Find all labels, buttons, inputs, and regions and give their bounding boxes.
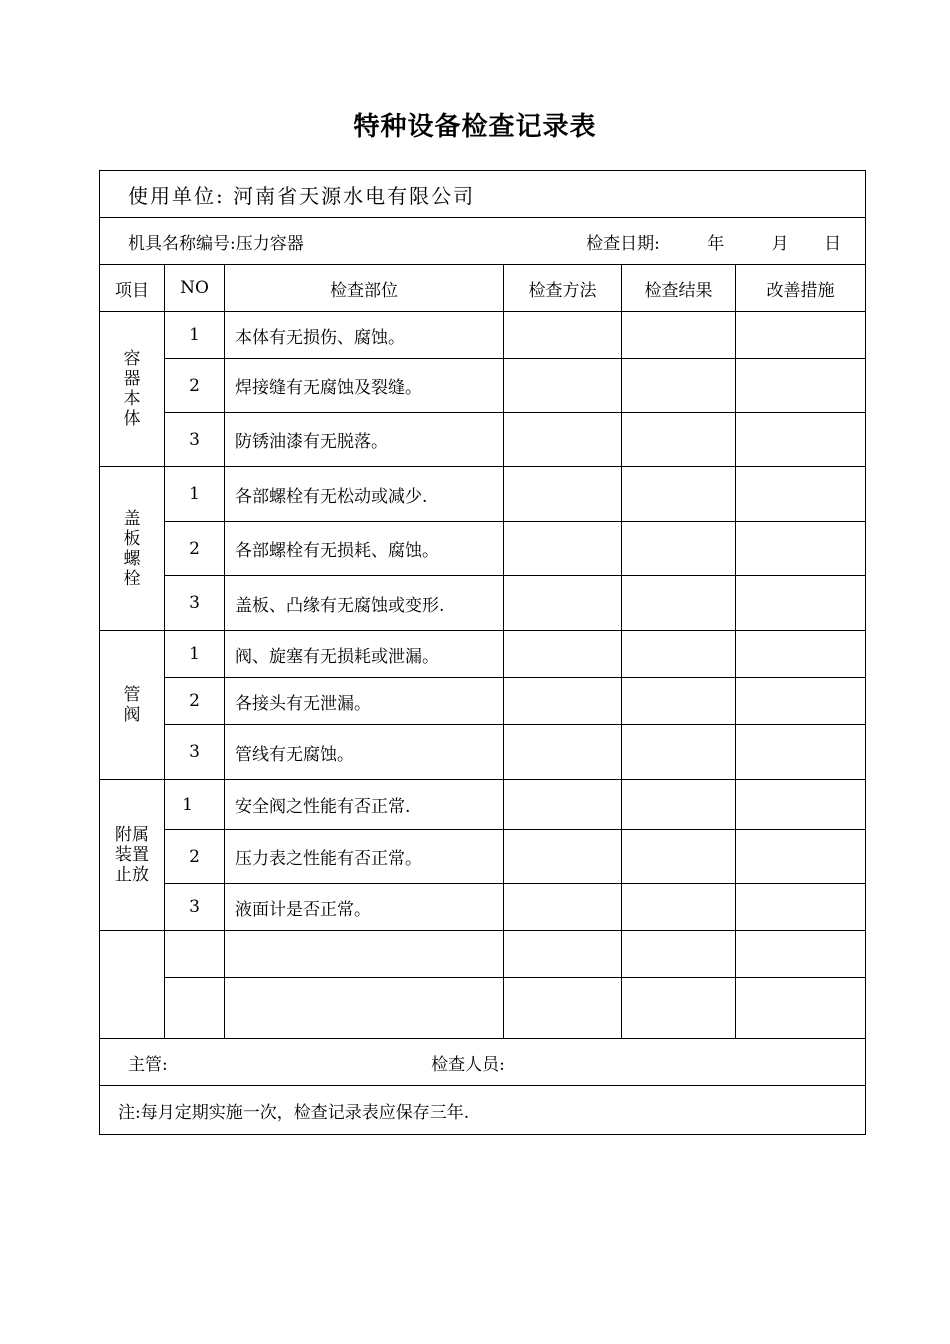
table-row	[100, 312, 866, 359]
improvement-cell[interactable]	[736, 359, 866, 413]
table-header-row	[100, 265, 866, 312]
check-result-cell[interactable]	[622, 678, 736, 725]
check-part-empty[interactable]	[225, 978, 504, 1039]
form-title: 特种设备检查记录表	[353, 112, 597, 142]
row-no-empty[interactable]	[165, 978, 225, 1039]
check-result-cell[interactable]	[622, 631, 736, 678]
improvement-cell[interactable]	[736, 522, 866, 576]
check-method-cell[interactable]	[504, 678, 622, 725]
check-result-cell[interactable]	[622, 312, 736, 359]
header-item: 项目	[100, 265, 165, 312]
improvement-cell[interactable]	[736, 931, 866, 978]
date-year: 年	[707, 233, 725, 254]
header-check-result: 检查结果	[622, 265, 736, 312]
check-result-cell[interactable]	[622, 576, 736, 631]
machine-date-row	[100, 218, 866, 265]
check-method-cell[interactable]	[504, 780, 622, 830]
supervisor-label[interactable]: 主管:	[128, 1054, 168, 1075]
row-no-empty[interactable]	[165, 931, 225, 978]
row-no: 3	[165, 576, 225, 631]
note-text: 注:每月定期实施一次，检查记录表应保存三年.	[100, 1086, 866, 1135]
check-method-cell[interactable]	[504, 359, 622, 413]
date-label: 检查日期:	[586, 233, 660, 254]
check-part-text: 各部螺栓有无损耗、腐蚀。	[225, 522, 504, 576]
table-row	[100, 467, 866, 522]
check-part-text: 各部螺栓有无松动或减少.	[225, 467, 504, 522]
table-row	[100, 678, 866, 725]
improvement-cell[interactable]	[736, 725, 866, 780]
table-row	[100, 631, 866, 678]
check-result-cell[interactable]	[622, 830, 736, 884]
check-part-text: 各接头有无泄漏。	[225, 678, 504, 725]
inspection-form-table	[99, 170, 866, 1135]
row-no: 1	[165, 780, 225, 830]
improvement-cell[interactable]	[736, 576, 866, 631]
check-result-cell[interactable]	[622, 978, 736, 1039]
check-part-text: 阀、旋塞有无损耗或泄漏。	[225, 631, 504, 678]
check-part-text: 焊接缝有无腐蚀及裂缝。	[225, 359, 504, 413]
check-result-cell[interactable]	[622, 725, 736, 780]
improvement-cell[interactable]	[736, 312, 866, 359]
row-no: 2	[165, 522, 225, 576]
check-result-cell[interactable]	[622, 884, 736, 931]
unit-value[interactable]: 河南省天源水电有限公司	[233, 183, 476, 208]
check-method-cell[interactable]	[504, 978, 622, 1039]
table-row	[100, 576, 866, 631]
table-row	[100, 884, 866, 931]
table-row-empty	[100, 978, 866, 1039]
check-part-text: 防锈油漆有无脱落。	[225, 413, 504, 467]
check-method-cell[interactable]	[504, 830, 622, 884]
improvement-cell[interactable]	[736, 413, 866, 467]
group-label-cover-bolts: 盖板螺栓	[100, 467, 165, 631]
improvement-cell[interactable]	[736, 978, 866, 1039]
row-no: 2	[165, 678, 225, 725]
improvement-cell[interactable]	[736, 467, 866, 522]
improvement-cell[interactable]	[736, 780, 866, 830]
check-method-cell[interactable]	[504, 725, 622, 780]
date-day: 日	[824, 233, 842, 254]
check-result-cell[interactable]	[622, 413, 736, 467]
check-method-cell[interactable]	[504, 413, 622, 467]
group-label-empty[interactable]	[100, 931, 165, 1039]
row-no: 1	[165, 631, 225, 678]
check-result-cell[interactable]	[622, 467, 736, 522]
unit-row	[100, 171, 866, 218]
check-part-text: 盖板、凸缘有无腐蚀或变形.	[225, 576, 504, 631]
row-no: 1	[165, 312, 225, 359]
check-result-cell[interactable]	[622, 522, 736, 576]
table-row	[100, 522, 866, 576]
row-no: 2	[165, 359, 225, 413]
check-part-text: 安全阀之性能有否正常.	[225, 780, 504, 830]
check-part-text: 液面计是否正常。	[225, 884, 504, 931]
machine-label: 机具名称编号:	[128, 233, 236, 254]
check-method-cell[interactable]	[504, 631, 622, 678]
machine-value[interactable]: 压力容器	[235, 233, 304, 254]
row-no: 3	[165, 884, 225, 931]
header-improvement: 改善措施	[736, 265, 866, 312]
inspection-date[interactable]	[586, 229, 841, 254]
check-part-text: 压力表之性能有否正常。	[225, 830, 504, 884]
row-no: 2	[165, 830, 225, 884]
signature-row	[100, 1039, 866, 1086]
date-month: 月	[771, 233, 789, 254]
group-label-accessories: 附属装置止放	[100, 780, 165, 931]
improvement-cell[interactable]	[736, 884, 866, 931]
table-row	[100, 780, 866, 830]
group-label-pipe-valves: 管阀	[100, 631, 165, 780]
check-result-cell[interactable]	[622, 931, 736, 978]
table-row	[100, 413, 866, 467]
check-method-cell[interactable]	[504, 522, 622, 576]
check-method-cell[interactable]	[504, 576, 622, 631]
row-no: 3	[165, 725, 225, 780]
row-no: 3	[165, 413, 225, 467]
table-row	[100, 830, 866, 884]
header-no: NO	[165, 265, 225, 312]
improvement-cell[interactable]	[736, 678, 866, 725]
check-part-empty[interactable]	[225, 931, 504, 978]
check-part-text: 管线有无腐蚀。	[225, 725, 504, 780]
table-row-empty	[100, 931, 866, 978]
check-method-cell[interactable]	[504, 931, 622, 978]
improvement-cell[interactable]	[736, 830, 866, 884]
unit-label: 使用单位:	[128, 183, 225, 208]
check-result-cell[interactable]	[622, 780, 736, 830]
check-method-cell[interactable]	[504, 467, 622, 522]
group-label-vessel-body: 容器本体	[100, 312, 165, 467]
improvement-cell[interactable]	[736, 631, 866, 678]
header-check-part: 检查部位	[225, 265, 504, 312]
check-part-text: 本体有无损伤、腐蚀。	[225, 312, 504, 359]
check-method-cell[interactable]	[504, 312, 622, 359]
check-method-cell[interactable]	[504, 884, 622, 931]
table-row	[100, 725, 866, 780]
row-no: 1	[165, 467, 225, 522]
header-check-method: 检查方法	[504, 265, 622, 312]
table-row	[100, 359, 866, 413]
check-result-cell[interactable]	[622, 359, 736, 413]
inspector-label[interactable]: 检查人员:	[431, 1054, 505, 1075]
